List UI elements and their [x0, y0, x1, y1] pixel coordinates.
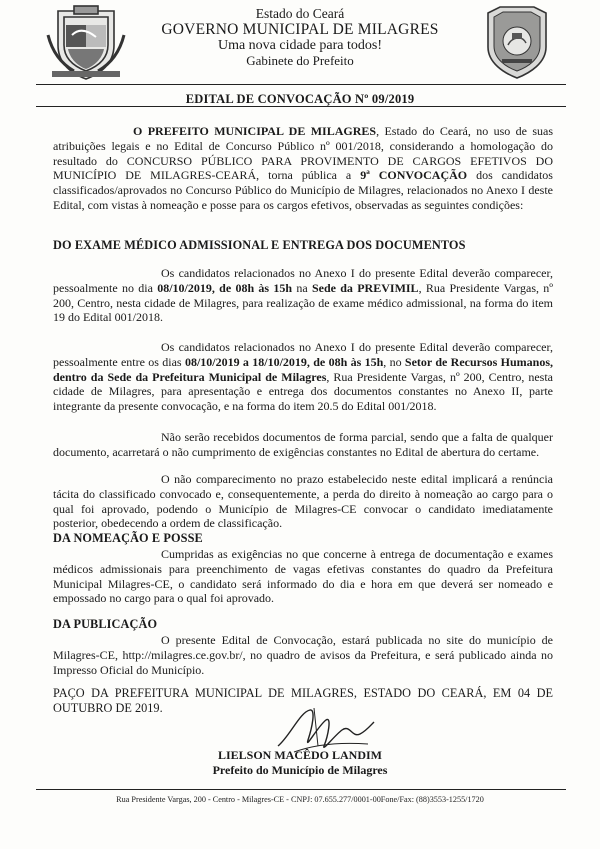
intro-bold-subject: O PREFEITO MUNICIPAL DE MILAGRES	[133, 124, 377, 138]
section-heading-nomination: DA NOMEAÇÃO E POSSE	[53, 531, 203, 545]
p1-text-1: Os candidatos relacionados no Anexo I do presente Edital deverão comparecer, pessoalmente no dia	[53, 266, 553, 295]
slogan: Uma nova cidade para todos!	[217, 38, 383, 54]
p2-bold-location: Setor de Recursos Humanos, dentro da Sede da Prefeitura Municipal de Milagres	[53, 354, 553, 384]
publication-text: O presente Edital de Convocação, estará publicada no site do município de Milagres-CE, http://milagres.ce.gov.br/, no quadro de avisos da Prefeitura, e será publicado ainda no Impresso Oficial do Município.	[53, 633, 553, 677]
p2-text-3: , Rua Presidente Vargas, nº 200, Centro, nesta cidade de Milagres, para apresentação e entrega dos documentos constantes no Anexo II, parte integrante da presente convocação, e na forma do item 20.5 do Edital 001/2018.	[53, 369, 553, 414]
section-heading-medical: DO EXAME MÉDICO ADMISSIONAL E ENTREGA DOS DOCUMENTOS	[53, 238, 466, 252]
medical-paragraph-3	[53, 430, 553, 460]
intro-bold-convocation: 9ª CONVOCAÇÃO	[360, 168, 468, 183]
publication-paragraph	[53, 633, 553, 677]
p1-bold-location: Sede da PREVIMIL	[311, 280, 419, 295]
office-name: Gabinete do Prefeito	[246, 53, 354, 69]
intro-text-2: dos candidatos classificados/aprovados no Concurso Público do Município de Milagres, relacionados no Anexo I deste Edital, com vistas à nomeação e posse para os cargos efetivos, observadas as seguintes condições:	[53, 168, 553, 212]
government-name: GOVERNO MUNICIPAL DE MILAGRES	[161, 21, 439, 39]
p1-bold-date: 08/10/2019, de 08h às 15h	[157, 280, 293, 295]
p3-text: Não serão recebidos documentos de forma parcial, sendo que a falta de qualquer documento, acarretará o não cumprimento de exigências constantes no Edital de abertura do certame.	[53, 430, 553, 459]
intro-paragraph	[53, 124, 553, 213]
nomination-text: Cumpridas as exigências no que concerne à entrega de documentação e exames médicos admissionais para preenchimento de vagas efetivas constantes do quadro da Prefeitura Municipal Milagres-CE, o candidato será informado do dia e hora em que deverá ser nomeado e empossado no cargo para o qual foi aprovado.	[53, 547, 553, 606]
signer-role: Prefeito do Município de Milagres	[212, 763, 388, 777]
section-heading-publication: DA PUBLICAÇÃO	[53, 617, 158, 631]
state-coat-of-arms	[478, 3, 556, 81]
footer-address: Rua Presidente Vargas, 200 - Centro - Milagres-CE - CNPJ: 07.655.277/0001-00Fone/Fax: (88)3553-1255/1720	[116, 795, 484, 804]
p1-text-3: , Rua Presidente Vargas, nº 200, Centro, nesta cidade de Milagres, para realização de exame médico admissional, na forma do item 19 do Edital 001/2018.	[53, 280, 554, 325]
p2-text-1: Os candidatos relacionados no Anexo I do presente Edital deverão comparecer, pessoalmente entre os dias	[53, 340, 553, 369]
municipal-coat-of-arms	[44, 5, 128, 83]
closing-statement: PAÇO DA PREFEITURA MUNICIPAL DE MILAGRES, ESTADO DO CEARÁ, EM 04 DE OUTUBRO DE 2019.	[53, 686, 553, 715]
p1-text-2: na	[292, 280, 312, 295]
document-title: EDITAL DE CONVOCAÇÃO Nº 09/2019	[185, 92, 415, 106]
p4-text: O não comparecimento no prazo estabelecido neste edital implicará a renúncia tácita do classificado convocado e, consequentemente, a perda do direito à nomeação ao cargo para o qual foi aprovado, podendo o Município de Milagres-CE convocar o candidato imediatamente posterior, obedecendo a ordem de classificação.	[53, 472, 553, 531]
state-name: Estado do Ceará	[255, 6, 345, 21]
p2-bold-dates: 08/10/2019 a 18/10/2019, de 08h às 15h	[184, 354, 384, 369]
medical-paragraph-4	[53, 472, 553, 531]
letterhead	[150, 6, 450, 69]
intro-text-1: , Estado do Ceará, no uso de suas atribuições legais e no Edital de Concurso Público nº 001/2018, considerando a homologação do resultado do CONCURSO PÚBLICO PARA PROVIMENTO DE CARGOS EFETIVOS DO MUNICÍPIO DE MILAGRES-CEARÁ, torna pública a	[53, 124, 553, 183]
medical-paragraph-1	[53, 266, 553, 325]
nomination-paragraph	[53, 547, 553, 606]
medical-paragraph-2	[53, 340, 553, 414]
title-rule	[36, 106, 566, 107]
header-rule	[36, 84, 566, 85]
footer-rule	[36, 789, 566, 790]
p2-text-2: , no	[383, 354, 405, 369]
signer-name: LIELSON MACÊDO LANDIM	[217, 748, 382, 762]
